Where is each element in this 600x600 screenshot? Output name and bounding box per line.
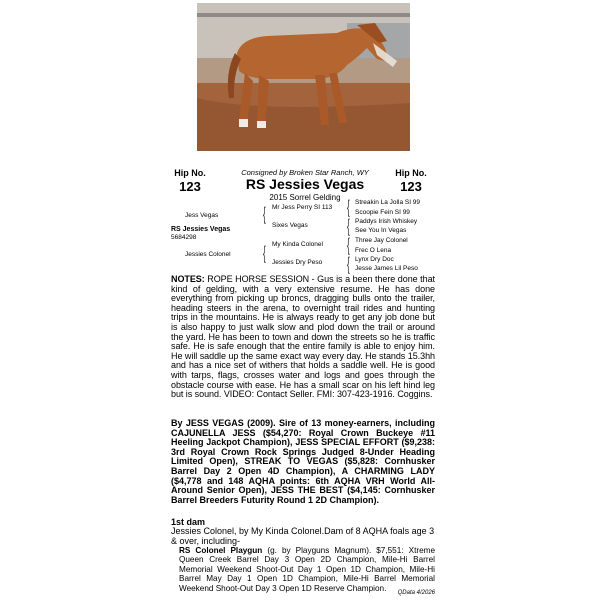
pedigree-sd-dam: See You In Vegas [355, 227, 407, 234]
pedigree-sire-dam: Sixes Vegas [272, 222, 308, 229]
pedigree-reg-number: 5684298 [171, 234, 197, 241]
produce-record [179, 546, 435, 593]
horse-description: 2015 Sorrel Gelding [269, 193, 341, 202]
pedigree-dam-sire: My Kinda Colonel [272, 241, 323, 248]
horse-photo-illustration [197, 3, 410, 151]
pedigree-dd-sire: Lynx Dry Doc [355, 256, 394, 263]
pedigree-dam: Jessies Colonel [185, 251, 231, 258]
pedigree-ds-dam: Frec O Lena [355, 247, 392, 254]
hip-value-left: 123 [179, 179, 201, 194]
notes-paragraph [171, 275, 435, 400]
first-dam-text: Jessies Colonel, by My Kinda Colonel.Dam of 8 AQHA foals age 3 & over, including- [171, 526, 435, 546]
notes-label: NOTES: [171, 274, 205, 284]
pedigree-sire-sire: Mr Jess Perry SI 113 [272, 204, 333, 211]
pedigree-ss-dam: Scoopie Fein SI 99 [355, 209, 410, 216]
consignor-line: Consigned by Broken Star Ranch, WY [241, 168, 369, 177]
notes-text: ROPE HORSE SESSION - Gus is a been there done that kind of gelding, with a very extensive resume. He has done everything from picking up broncs, dragging bulls onto the trailer, heading steers in the arena, to overnight trail rides and hunting trips in the mountains. He is always ready to get any job done but is also happy to just walk slow and plod down the trail or around the yard. He has been to town and down the streets so he is traffic safe. He is safe enough that the entire family is able to enjoy him. He will saddle up the same exact way every day. He stands 15.3hh and has a nice set of withers that holds a saddle well. He is good with tarps, flags, crosses water and logs and goes through the obstacle course with ease. He has a small scar on his left hind leg but is sound. VIDEO: Contact Seller. FMI: 307-423-1916. Coggins. [171, 274, 435, 400]
horse-name-title: RS Jessies Vegas [245, 176, 365, 192]
first-dam-heading: 1st dam [171, 517, 206, 527]
qdata-footer: QData 4/2026 [397, 590, 435, 596]
brace-ds: { [347, 235, 350, 255]
pedigree-ss-sire: Streakin La Jolla SI 99 [355, 199, 421, 206]
brace-ss: { [347, 197, 350, 217]
hip-label-right: Hip No. [395, 168, 427, 178]
hip-number-left [160, 168, 220, 194]
pedigree-ds-sire: Three Jay Colonel [355, 237, 408, 244]
brace-sd: { [347, 216, 350, 236]
pedigree-subject: RS Jessies Vegas [171, 226, 231, 233]
brace-sire: { [263, 204, 266, 224]
pedigree-dam-dam: Jessies Dry Peso [272, 259, 323, 266]
horse-photo [197, 3, 410, 151]
sire-record: By JESS VEGAS (2009). Sire of 13 money-earners, including CAJUNELLA JESS ($54,270: Royal Crown Buckeye #11 Heeling Jackpot Champion), JESS SPECIAL EFFORT ($9,238: 3rd Royal Crown Rock Springs Judged 8-Under Heading Limited Open), STREAK TO VEGAS ($5,828: Cornhusker Barrel Day 2 Open 4D Champion), A CHARMING LADY ($4,778 and 148 AQHA points: 6th AQHA VRH World All-Around Senior Open), JESS THE BEST ($4,145: Cornhusker Barrel Breeders Futurity Round 1 2D Champion). [171, 418, 435, 505]
pedigree-sd-sire: Paddys Irish Whiskey [355, 218, 418, 225]
brace-dd: { [347, 254, 350, 274]
pedigree-sire: Jess Vegas [185, 212, 219, 219]
hip-label-left: Hip No. [174, 168, 206, 178]
produce-text: (g. by Playguns Magnum). $7,551: Xtreme Queen Creek Barrel Day 3 Open 2D Champion, Mile-Hi Barrel Memorial Weekend Shoot-Out Day 1 Open 1D Champion, Mile-Hi Barrel May Day 1 Open 1D Champion, Mile-Hi Barrel Memorial Weekend Shoot-Out Day 3 Open 1D Reserve Champion. [179, 546, 435, 593]
pedigree-dd-dam: Jesse James Lil Peso [355, 265, 418, 272]
hip-number-right [381, 168, 441, 194]
produce-name: RS Colonel Playgun [179, 546, 263, 555]
brace-dam: { [263, 243, 266, 263]
hip-value-right: 123 [400, 179, 422, 194]
